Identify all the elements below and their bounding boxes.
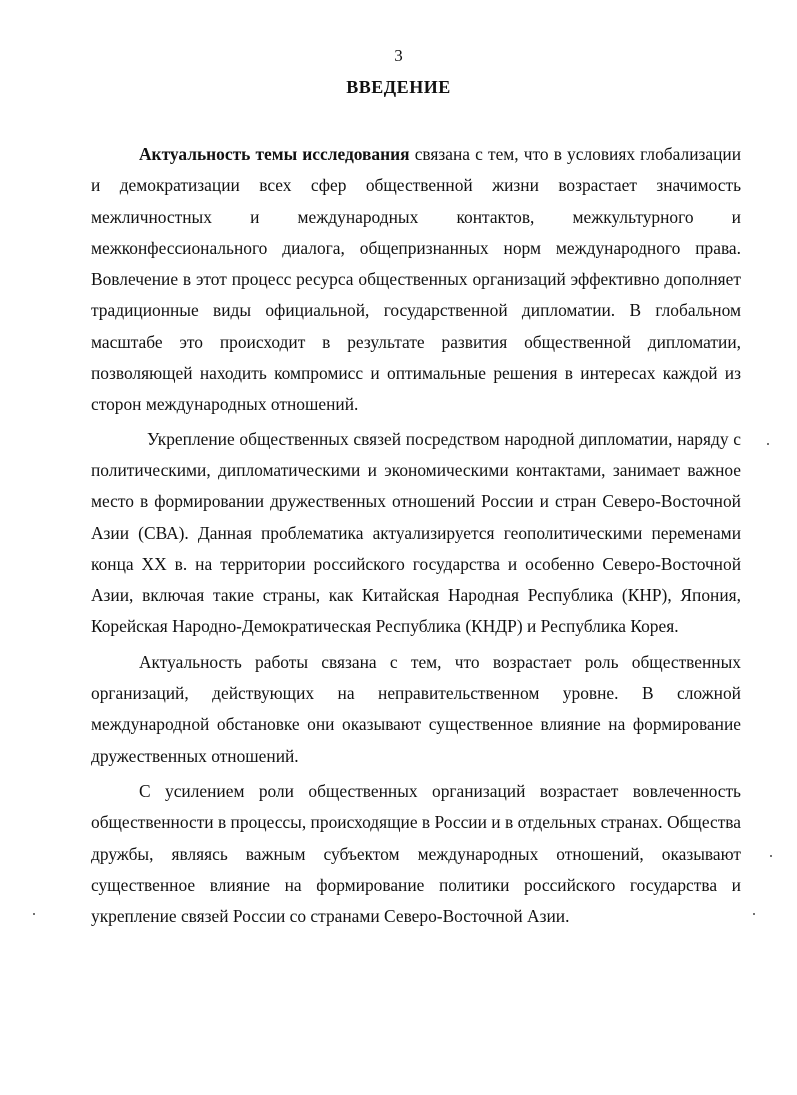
paragraph-public-ties: [91, 424, 741, 643]
paragraph-text: Укрепление общественных связей посредством народной дипломатии, наряду с политическими, дипломатическими и экономическими контактами, занимает важное место в формировании дружественных отношений России и стран Северо-Восточной Азии (СВА). Данная проблематика актуализируется геополитическими переменами конца XX в. на территории российского государства и особенно Северо-Восточной Азии, включая такие страны, как Китайская Народная Республика (КНР), Япония, Корейская Народно-Демократическая Республика (КНДР) и Республика Корея.: [91, 428, 741, 637]
section-heading: ВВЕДЕНИЕ: [346, 77, 451, 97]
scan-speck: [33, 913, 35, 915]
paragraph-text: С усилением роли общественных организаций возрастает вовлеченность общественности в процессы, происходящие в России и в отдельных странах. Общества дружбы, являясь важным субъектом международных отношений, оказывают существенное влияние на формирование политики российского государства и укрепление связей России со странами Северо-Восточной Азии.: [91, 780, 741, 927]
body-text: [91, 139, 741, 932]
page-number: 3: [394, 46, 403, 65]
paragraph-text: связана с тем, что в условиях глобализации и демократизации всех сфер общественной жизни возрастает значимость межличностных и международных контактов, межкультурного и межконфессионального диалога, общепризнанных норм международного права. Вовлечение в этот процесс ресурса общественных организаций эффективно дополняет традиционные виды официальной, государственной дипломатии. В глобальном масштабе это происходит в результате развития общественной дипломатии, позволяющей находить компромисс и оптимальные решения в интересах каждой из сторон международных отношений.: [91, 144, 742, 415]
paragraph-work-relevance: [91, 647, 741, 772]
paragraph-text: Актуальность работы связана с тем, что возрастает роль общественных организаций, действующих на неправительственном уровне. В сложной международной обстановке они оказывают существенное влияние на формирование дружественных отношений.: [91, 651, 741, 766]
lead-phrase: Актуальность темы исследования: [139, 144, 410, 164]
scan-speck: [770, 855, 772, 857]
scan-speck: [767, 443, 769, 445]
paragraph-friendship-societies: [91, 776, 741, 932]
paragraph-relevance: [91, 139, 741, 421]
scan-speck: [753, 913, 755, 915]
